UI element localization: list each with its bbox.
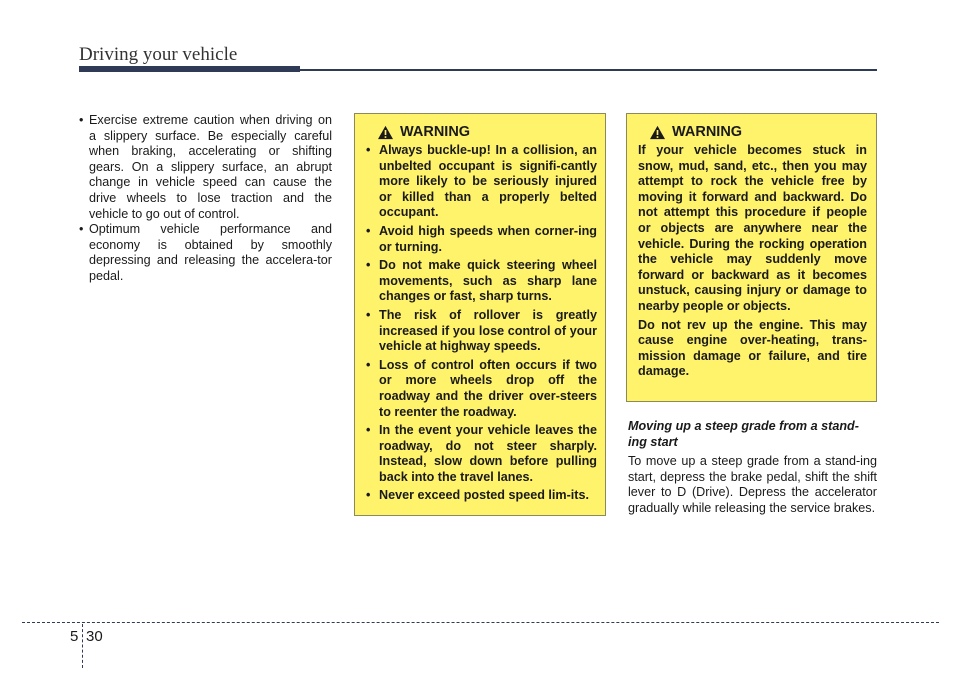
warning-box-safety: [354, 113, 606, 516]
warning-title: WARNING: [400, 124, 471, 140]
footer-divider: [82, 624, 83, 668]
warning-paragraph-rev-engine: Do not rev up the engine. This may cause engine over-heating, trans-mission damage or failure, and tire damage.: [638, 317, 867, 379]
warning-item-high-speeds: • Avoid high speeds when corner-ing or turning.: [366, 224, 597, 255]
chapter-number: 5: [70, 628, 79, 645]
warning-item-speed-limits: • Never exceed posted speed lim-its.: [366, 488, 597, 504]
warning-triangle-icon: [377, 125, 394, 140]
steep-grade-section: [628, 419, 877, 517]
warning-item-leaves-roadway: • In the event your vehicle leaves the roadway, do not steer sharply. Instead, slow down before pulling back into the travel lanes.: [366, 423, 597, 485]
section-body: To move up a steep grade from a stand-ing start, depress the brake pedal, shift the shift lever to D (Drive). Depress the accelerator gradually while releasing the service brakes.: [628, 454, 877, 515]
warning-item-loss-of-control: • Loss of control often occurs if two or more wheels drop off the roadway and the driver over-steers to reenter the roadway.: [366, 358, 597, 420]
section-title: Moving up a steep grade from a stand-ing start: [628, 419, 859, 449]
warning-title: WARNING: [672, 124, 743, 140]
warning-item-rollover: • The risk of rollover is greatly increased if you lose control of your vehicle at highway speeds.: [366, 308, 597, 355]
bullet-optimum-performance: • Optimum vehicle performance and economy is obtained by smoothly depressing and releasing the accelera-tor pedal.: [79, 222, 332, 284]
page-header-title: Driving your vehicle: [79, 44, 238, 65]
warning-item-buckle-up: • Always buckle-up! In a collision, an unbelted occupant is signifi-cantly more likely to be seriously injured or killed than a properly belted occupant.: [366, 143, 597, 221]
warning-triangle-icon: [649, 125, 666, 140]
warning-heading: [377, 124, 597, 140]
warning-paragraph-stuck: If your vehicle becomes stuck in snow, mud, sand, etc., then you may attempt to rock the vehicle free by moving it forward and backward. Do not attempt this procedure if people or objects are anywhere near the vehicle. During the rocking operation the vehicle may suddenly move forward or backward as it becomes unstuck, causing injury or damage to nearby people or objects.: [638, 143, 867, 313]
warning-box-stuck-vehicle: [626, 113, 877, 402]
warning-item-quick-steering: • Do not make quick steering wheel movements, such as sharp lane changes or fast, sharp turns.: [366, 258, 597, 305]
left-column: [79, 113, 332, 285]
footer-rule: [22, 622, 939, 623]
page-number: 30: [86, 628, 103, 645]
warning-heading: [649, 124, 867, 140]
bullet-slippery-surface: • Exercise extreme caution when driving on a slippery surface. Be especially careful when braking, accelerating or shifting gears. On a slippery surface, an abrupt change in vehicle speed can cause the drive wheels to lose traction and the vehicle to go out of control.: [79, 113, 332, 222]
header-rule: [300, 69, 877, 71]
header-bar: [79, 66, 300, 72]
